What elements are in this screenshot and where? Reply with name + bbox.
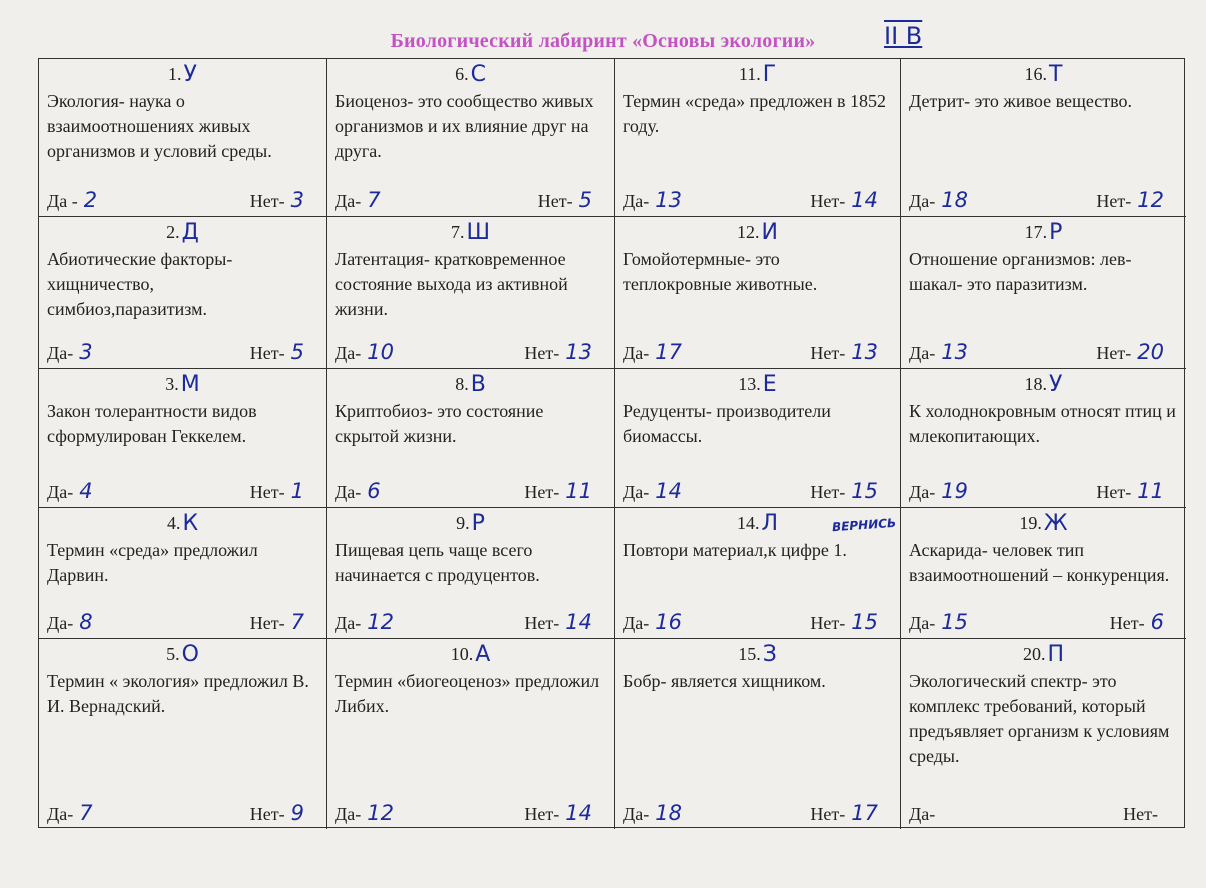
- no-target-number: 13: [565, 340, 592, 364]
- cell-statement: Бобр- является хищником.: [623, 671, 826, 691]
- answer-row: [335, 609, 592, 636]
- yes-target-number: 10: [367, 340, 394, 364]
- cell-header: [47, 512, 318, 536]
- no-label: Нет-: [524, 343, 560, 363]
- cell-number: 16.: [1024, 64, 1048, 84]
- handwritten-letter: П: [1047, 642, 1065, 667]
- handwritten-letter: А: [475, 642, 491, 667]
- yes-target-number: 13: [655, 188, 682, 212]
- yes-target-number: 18: [655, 801, 682, 825]
- handwritten-class-mark: II В: [884, 22, 923, 50]
- cell-statement: Пищевая цепь чаще всего начинается с продуцентов.: [335, 540, 540, 585]
- cell-statement: К холоднокровным относят птиц и млекопитающих.: [909, 401, 1176, 446]
- cell-header: [335, 643, 606, 667]
- no-answer: [810, 609, 878, 636]
- yes-answer: [623, 800, 682, 827]
- no-answer: [524, 800, 592, 827]
- yes-answer: [623, 478, 682, 505]
- no-answer: [1123, 800, 1164, 827]
- worksheet-title: Биологический лабиринт «Основы экологии»: [390, 30, 816, 52]
- handwritten-letter: В: [470, 372, 486, 397]
- no-label: Нет-: [249, 191, 285, 211]
- cell-number: 6.: [455, 64, 469, 84]
- answer-row: [335, 187, 592, 214]
- cell-header: [909, 63, 1178, 87]
- no-label: Нет-: [1096, 343, 1132, 363]
- labyrinth-cell: [901, 639, 1186, 829]
- yes-answer: [335, 187, 381, 214]
- no-label: Нет-: [249, 804, 285, 824]
- cell-statement: Биоценоз- это сообщество живых организмов и их влияние друг на друга.: [335, 91, 594, 161]
- cell-number: 2.: [166, 222, 180, 242]
- no-answer: [810, 478, 878, 505]
- yes-target-number: 12: [367, 610, 394, 634]
- answer-row: [335, 478, 592, 505]
- cell-number: 12.: [737, 222, 760, 242]
- yes-target-number: 16: [655, 610, 682, 634]
- no-target-number: 14: [851, 188, 878, 212]
- no-answer: [810, 800, 878, 827]
- handwritten-letter: У: [183, 62, 197, 87]
- answer-row: [47, 478, 304, 505]
- yes-label: Да -: [47, 191, 78, 211]
- no-answer: [250, 339, 304, 366]
- cell-header: [335, 512, 606, 536]
- no-answer: [1096, 187, 1164, 214]
- no-target-number: 5: [290, 340, 304, 364]
- answer-row: [47, 800, 304, 827]
- yes-answer: [335, 609, 394, 636]
- no-target-number: 9: [290, 801, 304, 825]
- cell-header: [47, 373, 318, 397]
- cell-number: 19.: [1019, 513, 1042, 533]
- cell-statement: Редуценты- производители биомассы.: [623, 401, 831, 446]
- yes-answer: [47, 609, 93, 636]
- no-target-number: 15: [851, 479, 878, 503]
- no-target-number: 14: [565, 610, 592, 634]
- labyrinth-cell: [615, 508, 901, 639]
- no-answer: [250, 478, 304, 505]
- yes-answer: [47, 339, 93, 366]
- cell-header: [623, 221, 892, 245]
- yes-label: Да-: [909, 804, 936, 824]
- cell-header: [909, 373, 1178, 397]
- cell-number: 15.: [738, 644, 761, 664]
- yes-label: Да-: [623, 191, 650, 211]
- cell-header: [47, 643, 318, 667]
- yes-target-number: 6: [367, 479, 381, 503]
- labyrinth-cell: [39, 217, 327, 369]
- answer-row: [47, 339, 304, 366]
- cell-number: 17.: [1024, 222, 1048, 242]
- yes-target-number: 18: [941, 188, 968, 212]
- labyrinth-cell: [39, 369, 327, 508]
- cell-header: [47, 63, 318, 87]
- answer-row: [623, 187, 878, 214]
- yes-answer: [335, 339, 394, 366]
- handwritten-letter: С: [470, 62, 486, 87]
- yes-target-number: 17: [655, 340, 682, 364]
- answer-row: [909, 609, 1164, 636]
- yes-answer: [47, 187, 97, 214]
- labyrinth-cell: [39, 508, 327, 639]
- answer-row: [623, 609, 878, 636]
- answer-row: [909, 800, 1164, 827]
- yes-label: Да-: [335, 482, 362, 502]
- no-target-number: 11: [1137, 479, 1164, 503]
- no-label: Нет-: [1123, 804, 1158, 824]
- yes-target-number: 2: [83, 188, 98, 212]
- cell-number: 5.: [166, 644, 180, 664]
- yes-label: Да-: [47, 343, 74, 363]
- no-answer: [1110, 609, 1164, 636]
- handwritten-letter: Р: [471, 511, 485, 536]
- no-label: Нет-: [1109, 613, 1145, 633]
- cell-statement: Детрит- это живое вещество.: [909, 91, 1132, 111]
- handwritten-letter: Л: [761, 511, 779, 536]
- no-label: Нет-: [810, 804, 846, 824]
- labyrinth-cell: [615, 639, 901, 829]
- title-area: [0, 30, 1206, 53]
- cell-statement: Закон толерантности видов сформулирован Геккелем.: [47, 401, 257, 446]
- no-target-number: 17: [851, 801, 878, 825]
- yes-label: Да-: [623, 613, 650, 633]
- yes-target-number: 8: [79, 610, 93, 634]
- labyrinth-cell: [327, 508, 615, 639]
- yes-label: Да-: [335, 804, 362, 824]
- yes-answer: [909, 339, 968, 366]
- yes-label: Да-: [909, 482, 936, 502]
- no-answer: [810, 187, 878, 214]
- no-label: Нет-: [1096, 191, 1132, 211]
- no-label: Нет-: [810, 191, 846, 211]
- cell-statement: Экология- наука о взаимоотношениях живых организмов и условий среды.: [47, 91, 272, 161]
- yes-target-number: 3: [79, 340, 93, 364]
- answer-row: [335, 339, 592, 366]
- yes-target-number: 7: [79, 801, 93, 825]
- no-target-number: 11: [565, 479, 592, 503]
- labyrinth-cell: [327, 639, 615, 829]
- no-label: Нет-: [810, 343, 846, 363]
- cell-number: 10.: [450, 644, 474, 664]
- cell-statement: Гомойотермные- это теплокровные животные.: [623, 249, 818, 294]
- yes-answer: [335, 478, 381, 505]
- cell-header: [335, 221, 606, 245]
- labyrinth-cell: [327, 217, 615, 369]
- answer-row: [47, 187, 304, 214]
- no-label: Нет-: [810, 482, 846, 502]
- handwritten-letter: О: [181, 642, 199, 667]
- labyrinth-cell: [615, 59, 901, 217]
- cell-statement: Термин «биогеоценоз» предложил Либих.: [335, 671, 600, 716]
- cell-header: [47, 221, 318, 245]
- no-target-number: 6: [1150, 610, 1164, 634]
- yes-label: Да-: [909, 191, 936, 211]
- answer-row: [909, 187, 1164, 214]
- no-answer: [250, 609, 304, 636]
- no-label: Нет-: [249, 343, 285, 363]
- cell-statement: Отношение организмов: лев- шакал- это паразитизм.: [909, 249, 1132, 294]
- handwritten-letter: И: [761, 220, 778, 245]
- answer-row: [909, 339, 1164, 366]
- cell-number: 9.: [456, 513, 470, 533]
- yes-answer: [623, 609, 682, 636]
- yes-label: Да-: [909, 613, 936, 633]
- cell-statement: Термин « экология» предложил В. И. Вернадский.: [47, 671, 309, 716]
- cell-number: 1.: [168, 64, 182, 84]
- no-label: Нет-: [524, 482, 560, 502]
- labyrinth-cell: [39, 59, 327, 217]
- handwritten-letter: Д: [181, 220, 199, 245]
- yes-answer: [47, 478, 93, 505]
- no-label: Нет-: [524, 804, 560, 824]
- yes-answer: [909, 478, 968, 505]
- labyrinth-cell: [615, 217, 901, 369]
- no-target-number: 5: [578, 188, 592, 212]
- yes-target-number: 15: [941, 610, 968, 634]
- cell-number: 8.: [455, 374, 469, 394]
- yes-target-number: 19: [941, 479, 968, 503]
- handwritten-letter: Г: [762, 62, 777, 87]
- cell-number: 14.: [736, 513, 760, 533]
- cell-statement: Повтори материал,к цифре 1.: [623, 540, 847, 560]
- yes-label: Да-: [47, 804, 74, 824]
- yes-target-number: 4: [79, 479, 93, 503]
- cell-statement: Термин «среда» предложен в 1852 году.: [623, 91, 886, 136]
- cell-number: 20.: [1022, 644, 1046, 664]
- cell-header: [335, 373, 606, 397]
- yes-target-number: 7: [367, 188, 381, 212]
- handwritten-letter: Ж: [1043, 511, 1068, 536]
- answer-row: [335, 800, 592, 827]
- handwritten-letter: Ш: [466, 220, 491, 245]
- no-label: Нет-: [1096, 482, 1132, 502]
- cell-number: 13.: [738, 374, 761, 394]
- cell-statement: Криптобиоз- это состояние скрытой жизни.: [335, 401, 544, 446]
- no-target-number: 15: [851, 610, 878, 634]
- cell-header: [623, 643, 892, 667]
- yes-target-number: 13: [941, 340, 968, 364]
- labyrinth-cell: [615, 369, 901, 508]
- handwritten-letter: К: [182, 511, 199, 536]
- labyrinth-cell: [901, 369, 1186, 508]
- answer-row: [47, 609, 304, 636]
- no-answer: [524, 339, 592, 366]
- handwritten-letter: Т: [1049, 62, 1063, 87]
- handwritten-note: ВЕРНИСЬ: [831, 515, 897, 535]
- yes-label: Да-: [623, 804, 650, 824]
- labyrinth-cell: [901, 508, 1186, 639]
- no-answer: [1096, 478, 1164, 505]
- labyrinth-cell: [327, 59, 615, 217]
- handwritten-letter: У: [1049, 372, 1063, 397]
- cell-statement: Аскарида- человек тип взаимоотношений – конкуренция.: [909, 540, 1170, 585]
- yes-label: Да-: [623, 482, 650, 502]
- yes-answer: [47, 800, 93, 827]
- cell-statement: Экологический спектр- это комплекс требований, который предъявляет организм к условиям среды.: [909, 671, 1170, 766]
- yes-label: Да-: [335, 613, 362, 633]
- yes-label: Да-: [335, 343, 362, 363]
- answer-row: [623, 800, 878, 827]
- yes-answer: [909, 800, 941, 827]
- handwritten-letter: Е: [762, 372, 777, 397]
- no-answer: [538, 187, 592, 214]
- answer-row: [909, 478, 1164, 505]
- cell-statement: Термин «среда» предложил Дарвин.: [47, 540, 258, 585]
- cell-header: [909, 221, 1178, 245]
- labyrinth-cell: [901, 217, 1186, 369]
- cell-statement: Абиотические факторы- хищничество, симбиоз,паразитизм.: [47, 249, 233, 319]
- no-answer: [524, 609, 592, 636]
- handwritten-letter: З: [762, 642, 777, 667]
- cell-number: 18.: [1024, 374, 1048, 394]
- no-label: Нет-: [249, 613, 285, 633]
- cell-header: [623, 373, 892, 397]
- no-label: Нет-: [524, 613, 560, 633]
- no-target-number: 7: [290, 610, 304, 634]
- no-target-number: 13: [851, 340, 878, 364]
- yes-label: Да-: [47, 482, 74, 502]
- cell-number: 3.: [165, 374, 179, 394]
- labyrinth-cell: [39, 639, 327, 829]
- cell-statement: Латентация- кратковременное состояние выхода из активной жизни.: [335, 249, 568, 319]
- yes-label: Да-: [47, 613, 74, 633]
- yes-label: Да-: [623, 343, 650, 363]
- no-label: Нет-: [249, 482, 285, 502]
- no-label: Нет-: [537, 191, 573, 211]
- no-target-number: 14: [565, 801, 592, 825]
- yes-target-number: 12: [367, 801, 394, 825]
- no-target-number: 1: [290, 479, 304, 503]
- yes-answer: [909, 187, 968, 214]
- no-answer: [1096, 339, 1164, 366]
- no-target-number: 3: [290, 188, 304, 212]
- yes-answer: [335, 800, 394, 827]
- yes-answer: [909, 609, 968, 636]
- handwritten-letter: Р: [1049, 220, 1063, 245]
- yes-label: Да-: [335, 191, 362, 211]
- answer-row: [623, 339, 878, 366]
- cell-number: 7.: [450, 222, 465, 242]
- yes-answer: [623, 187, 682, 214]
- no-answer: [810, 339, 878, 366]
- yes-label: Да-: [909, 343, 936, 363]
- cell-number: 11.: [738, 64, 761, 84]
- labyrinth-grid: [38, 58, 1185, 828]
- no-answer: [250, 187, 304, 214]
- labyrinth-cell: [327, 369, 615, 508]
- no-label: Нет-: [810, 613, 846, 633]
- yes-target-number: 14: [655, 479, 682, 503]
- cell-header: [623, 63, 892, 87]
- cell-header: [909, 512, 1178, 536]
- no-answer: [524, 478, 592, 505]
- cell-header: [335, 63, 606, 87]
- no-target-number: 12: [1137, 188, 1164, 212]
- no-answer: [250, 800, 304, 827]
- cell-header: [909, 643, 1178, 667]
- labyrinth-cell: [901, 59, 1186, 217]
- answer-row: [623, 478, 878, 505]
- handwritten-letter: М: [180, 372, 200, 397]
- cell-number: 4.: [166, 513, 181, 533]
- no-target-number: 20: [1137, 340, 1164, 364]
- yes-answer: [623, 339, 682, 366]
